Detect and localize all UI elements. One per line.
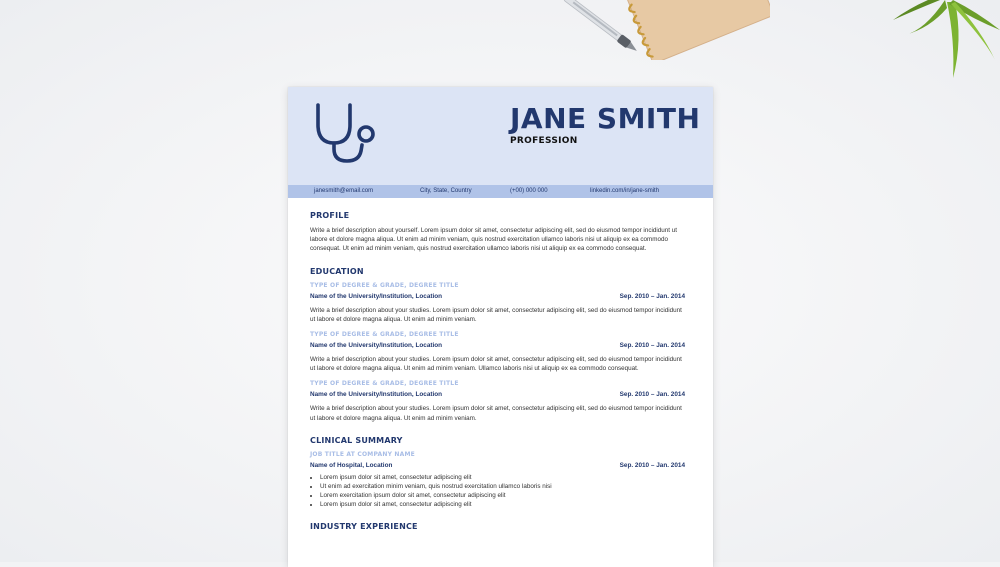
job-title: JOB TITLE AT COMPANY NAME	[310, 450, 415, 458]
section-title: CLINICAL SUMMARY	[310, 435, 403, 445]
section-title: EDUCATION	[310, 266, 364, 276]
hospital: Name of Hospital, Location	[310, 461, 393, 469]
date-range: Sep. 2010 – Jan. 2014	[619, 342, 685, 350]
degree-title: TYPE OF DEGREE & GRADE, DEGREE TITLE	[310, 281, 459, 289]
stethoscope-icon	[314, 103, 380, 165]
resume-page	[288, 87, 713, 567]
industry-section	[310, 522, 685, 531]
education-entry	[310, 282, 685, 324]
date-range: Sep. 2010 – Jan. 2014	[619, 292, 685, 300]
section-title: PROFILE	[310, 211, 350, 220]
contact-phone: (+00) 000 000	[510, 188, 548, 194]
clinical-bullets	[310, 473, 685, 509]
resume-body	[310, 211, 685, 544]
candidate-name: JANE SMITH	[510, 102, 701, 135]
education-description: Write a brief description about your studies. Lorem ipsum dolor sit amet, consectetur adipiscing elit, sed do eiusmod tempor incididunt ut labore et dolore magna aliqua. Ut enim ad minim veniam. Ullamco laboris nisi ut aliquip ex ea commodo consequat.	[310, 356, 682, 373]
date-range: Sep. 2010 – Jan. 2014	[619, 461, 685, 469]
list-item: • Ut enim ad exercitation minim veniam, quis nostrud exercitation ullamco laboris nisi	[320, 482, 685, 491]
list-item: • Lorem ipsum dolor sit amet, consectetur adipiscing elit	[320, 500, 685, 509]
contact-bar	[288, 185, 713, 198]
education-entry	[310, 380, 685, 422]
contact-location: City, State, Country	[420, 188, 472, 194]
contact-linkedin: linkedin.com/in/jane-smith	[590, 188, 660, 194]
education-description: Write a brief description about your studies. Lorem ipsum dolor sit amet, consectetur adipiscing elit, sed do eiusmod tempor incididunt ut labore et dolore magna aliqua. Ut enim ad minim veniam.	[310, 405, 682, 422]
degree-title: TYPE OF DEGREE & GRADE, DEGREE TITLE	[310, 331, 459, 339]
contact-email: janesmith@email.com	[314, 188, 374, 194]
education-section	[310, 267, 685, 423]
institution: Name of the University/Institution, Location	[310, 391, 443, 399]
education-entry	[310, 331, 685, 373]
profile-text: Write a brief description about yourself. Lorem ipsum dolor sit amet, consectetur adipiscing elit, sed do eiusmod tempor incididunt ut labore et dolore magna aliqua. Ut enim ad minim veniam, quis nostrud exercitation ullamco laboris nisi ut aliquip ex ea commodo consequat. Ut enim ad minim veniam, quis nostrud exercitation ullamco laboris nisi ut aliquip ex ea commodo consequat.	[310, 227, 678, 253]
list-item: • Lorem exercitation ipsum dolor sit amet, consectetur adipiscing elit	[320, 491, 685, 500]
section-title: INDUSTRY EXPERIENCE	[310, 521, 418, 531]
notebook-icon	[620, 0, 770, 60]
resume-header	[288, 87, 713, 185]
institution: Name of the University/Institution, Location	[310, 342, 443, 350]
degree-title: TYPE OF DEGREE & GRADE, DEGREE TITLE	[310, 380, 459, 388]
date-range: Sep. 2010 – Jan. 2014	[619, 391, 685, 399]
education-description: Write a brief description about your studies. Lorem ipsum dolor sit amet, consectetur adipiscing elit, sed do eiusmod tempor incididunt ut labore et dolore magna aliqua. Ut enim ad minim veniam.	[310, 306, 682, 323]
institution: Name of the University/Institution, Location	[310, 292, 443, 300]
profile-section	[310, 211, 685, 254]
candidate-profession: PROFESSION	[510, 136, 578, 146]
list-item: • Lorem ipsum dolor sit amet, consectetur adipiscing elit	[320, 473, 685, 482]
plant-icon	[885, 0, 1000, 90]
clinical-summary-section	[310, 436, 685, 509]
